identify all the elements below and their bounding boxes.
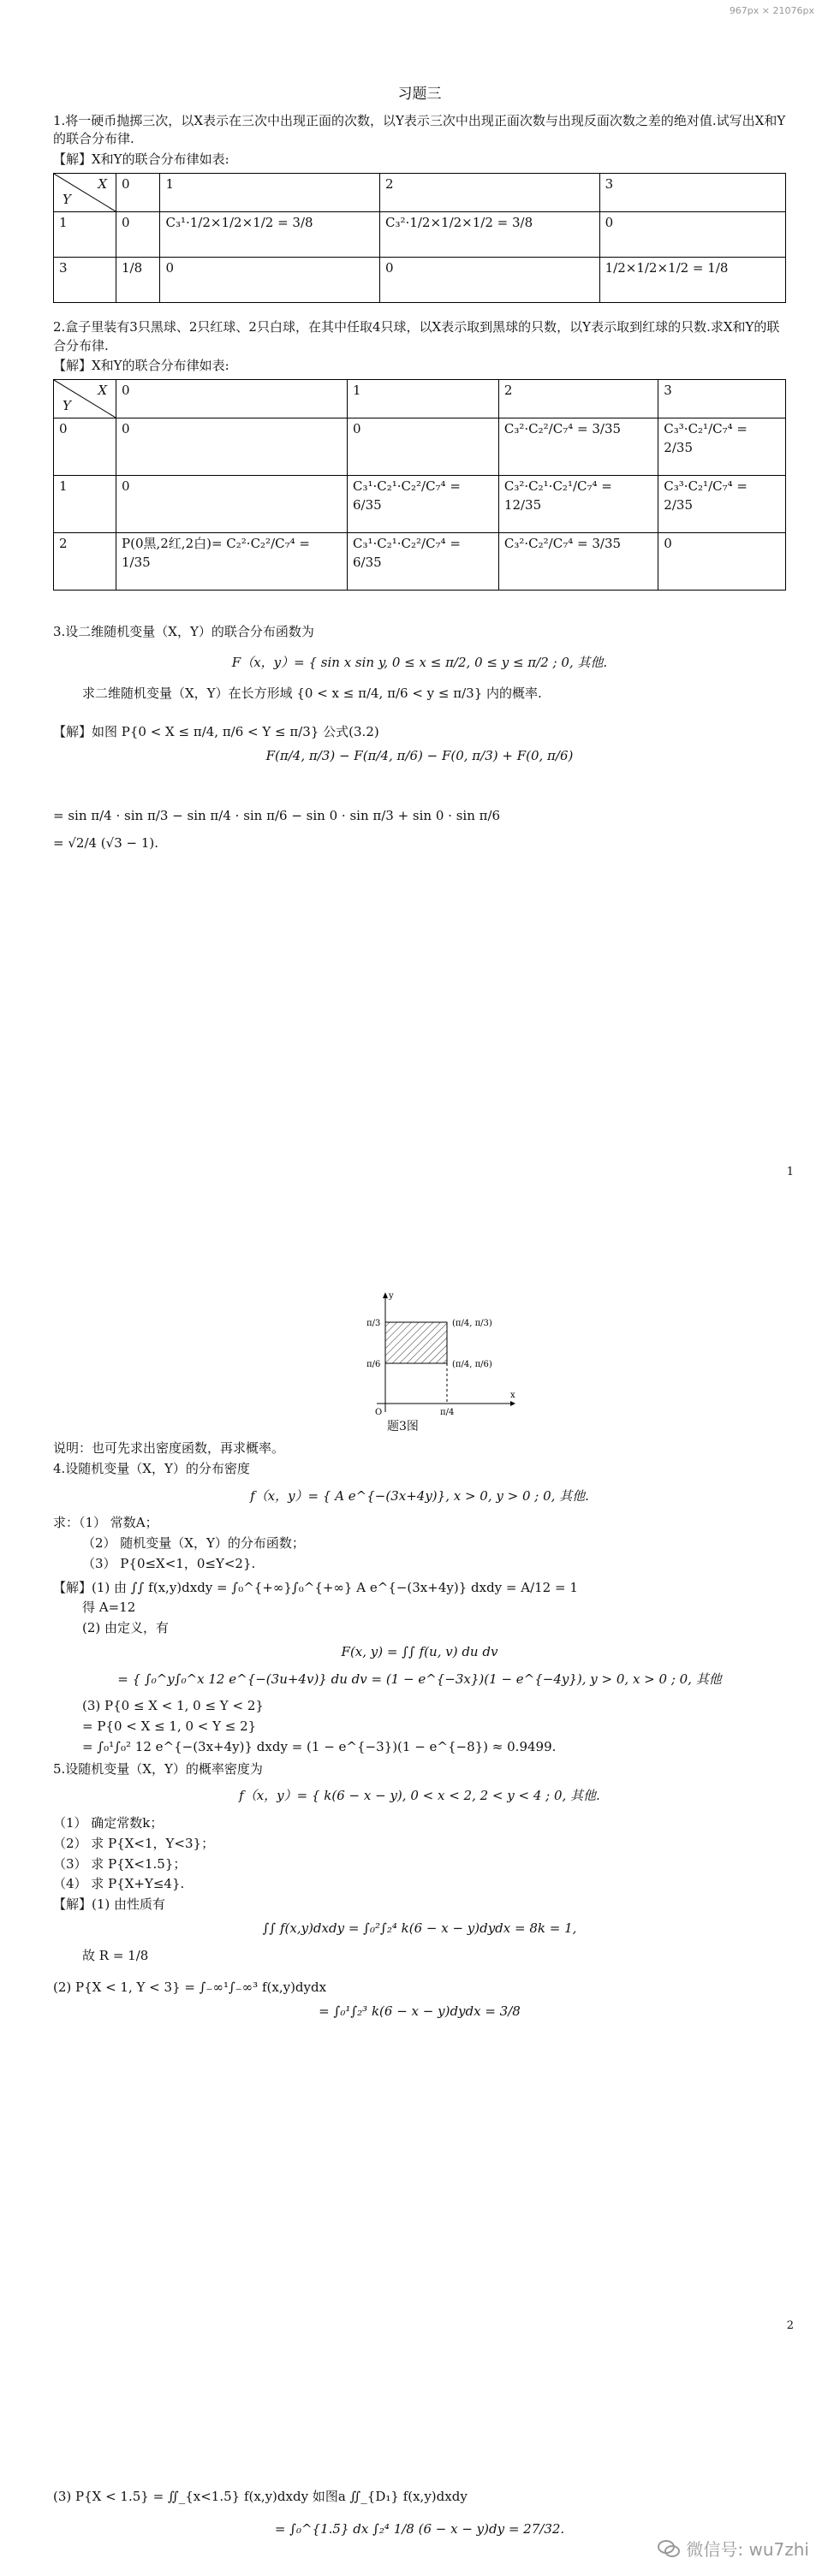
tick-label: π/4 [440,1408,455,1416]
q4-solution-line: 【解】(1) 由 ∫∫ f(x,y)dxdy = ∫₀^{+∞}∫₀^{+∞} A e^{−(3x+4y)} dxdy = A/12 = 1 [53,1579,578,1595]
q2-table [53,379,786,591]
header-y-label: Y [63,192,71,208]
q3-solution-line: = sin π/4 · sin π/3 − sin π/4 · sin π/6 − sin 0 · sin π/3 + sin 0 · sin π/6 [53,807,501,823]
table-cell: 0 [599,211,785,257]
table-cell: C₃³·C₂¹/C₇⁴ = 2/35 [658,476,786,533]
table-header-row [54,173,786,211]
table-cell: 0 [160,257,380,302]
table-cell: 1/8 [116,257,160,302]
q4-ask: （2） 随机变量（X，Y）的分布函数； [82,1535,305,1551]
page-title: 习题三 [397,86,442,103]
table-cell: P(0黑,2红,2白)= C₂²·C₂²/C₇⁴ = 1/35 [116,533,348,591]
q4-solution-line: 得 A=12 [82,1600,136,1616]
q4-section [53,1438,786,2027]
x-arrow-icon [510,1401,515,1406]
table-row [54,211,786,257]
q3-ask: 求二维随机变量（X，Y）在长方形域 {0 < x ≤ π/4, π/6 < y ≤ π/3} 内的概率. [82,685,542,701]
table-cell: C₃¹·1/2×1/2×1/2 = 3/8 [160,211,380,257]
table-header-cell: 3 [658,380,786,418]
q5-solution-line: = ∫₀^{1.5} dx ∫₂⁴ 1/8 (6 − x − y)dy = 27/32. [274,2520,565,2537]
q3-solution-line: F(π/4, π/3) − F(π/4, π/6) − F(0, π/3) + F(0, π/6) [265,748,574,764]
table-cell: C₃²·C₂²/C₇⁴ = 3/35 [498,533,658,591]
wechat-watermark [657,2536,809,2561]
table-cell: 1 [54,476,116,533]
q2-answer: 【解】X和Y的联合分布律如表: [53,358,229,374]
table-header-cell: 1 [347,380,498,418]
q5-formula: f（x，y）= { k(6 − x − y), 0 < x < 2, 2 < y < 4 ; 0, 其他. [239,1788,600,1804]
wechat-icon [657,2537,681,2561]
q3-text: 3.设二维随机变量（X，Y）的联合分布函数为 [53,624,314,640]
table-row [54,533,786,591]
q4-text: 4.设随机变量（X，Y）的分布密度 [53,1460,250,1476]
q5-solution-line: (3) P{X < 1.5} = ∬_{x<1.5} f(x,y)dxdy 如图a ∬_{D₁} f(x,y)dxdy [53,2489,468,2504]
table-cell: 1/2×1/2×1/2 = 1/8 [599,257,785,302]
q1-table [53,173,786,303]
table-header-cell: 0 [116,173,160,211]
q4-formula: f（x，y）= { A e^{−(3x+4y)}, x > 0, y > 0 ; 0, 其他. [250,1487,589,1504]
table-cell: 2 [54,533,116,591]
table-cell: 0 [380,257,600,302]
table-cell: C₃³·C₂¹/C₇⁴ = 2/35 [658,418,786,476]
q4-solution-line: F(x, y) = ∫∫ f(u, v) du dv [341,1643,498,1659]
table-cell: C₃²·C₂²/C₇⁴ = 3/35 [498,418,658,476]
diagonal-header-cell [54,173,116,211]
table-header-cell: 0 [116,380,348,418]
tick-label: π/3 [366,1319,381,1328]
q3-figure [351,1288,522,1416]
table-cell: C₃¹·C₂¹·C₂²/C₇⁴ = 6/35 [347,533,498,591]
table-header-row [54,380,786,418]
table-header-cell: 2 [498,380,658,418]
q5-ask: （4） 求 P{X+Y≤4}. [53,1876,185,1892]
q3-formula: F（x，y）= { sin x sin y, 0 ≤ x ≤ π/2, 0 ≤ y ≤ π/2 ; 0, 其他. [231,654,608,670]
document-body [53,34,786,854]
watermark-text: 微信号: wu7zhi [686,2539,809,2560]
table-cell: C₃²·C₂¹·C₂¹/C₇⁴ = 12/35 [498,476,658,533]
table-cell: 0 [54,418,116,476]
table-header-cell: 2 [380,173,600,211]
diagonal-header-cell [54,380,116,418]
hatched-region [385,1322,447,1363]
q5-solution-line: 【解】(1) 由性质有 [53,1896,166,1912]
q4-note: 说明：也可先求出密度函数，再求概率。 [53,1440,285,1456]
page-number: 2 [786,2319,794,2332]
q4-solution-line: = ∫₀¹∫₀² 12 e^{−(3x+4y)} dxdy = (1 − e^{−3})(1 − e^{−8}) ≈ 0.9499. [82,1738,557,1754]
q1-answer: 【解】X和Y的联合分布律如表: [53,151,229,168]
table-cell: 3 [54,257,116,302]
q1-text: 1.将一硬币抛掷三次，以X表示在三次中出现正面的次数，以Y表示三次中出现正面次数与出现反面次数之差的绝对值.试写出X和Y的联合分布律. [53,112,786,147]
table-cell: C₃²·1/2×1/2×1/2 = 3/8 [380,211,600,257]
point-label: (π/4, π/6) [452,1360,492,1369]
q5-ask: （2） 求 P{X<1，Y<3}； [53,1835,215,1851]
table-cell: 1 [54,211,116,257]
axis-label: x [510,1391,515,1400]
table-cell: 0 [347,418,498,476]
table-cell: 0 [116,476,348,533]
q4-solution-line: (2) 由定义，有 [82,1620,170,1635]
q5-ask: （3） 求 P{X<1.5}； [53,1855,187,1872]
q5-solution-line: = ∫₀¹∫₂³ k(6 − x − y)dydx = 3/8 [319,2003,521,2019]
table-row [54,418,786,476]
page-number: 1 [786,1166,794,1178]
q3-solution-line: 【解】如图 P{0 < X ≤ π/4, π/6 < Y ≤ π/3} 公式(3.2) [53,724,379,740]
table-cell: 0 [116,211,160,257]
table-header-cell: 3 [599,173,785,211]
table-cell: 0 [116,418,348,476]
q5-solution-line: ∫∫ f(x,y)dxdy = ∫₀²∫₂⁴ k(6 − x − y)dydx = 8k = 1, [262,1920,577,1936]
q5-text: 5.设随机变量（X，Y）的概率密度为 [53,1760,263,1777]
header-y-label: Y [63,398,71,414]
q2-text: 2.盒子里装有3只黑球、2只红球、2只白球，在其中任取4只球，以X表示取到黑球的只数，以Y表示取到红球的只数.求X和Y的联合分布律. [53,318,780,353]
q5-ask: （1） 确定常数k； [53,1815,164,1831]
table-header-cell: 1 [160,173,380,211]
q5-solution-line: (2) P{X < 1, Y < 3} = ∫₋∞¹∫₋∞³ f(x,y)dydx [53,1979,327,1996]
axis-label: y [389,1291,394,1301]
point-label: (π/4, π/3) [452,1319,492,1328]
tick-label: π/6 [366,1360,381,1369]
q5-solution-line: 故 R = 1/8 [82,1947,149,1963]
header-x-label: X [98,175,107,192]
table-row [54,476,786,533]
q4-solution-line: = P{0 < X ≤ 1, 0 < Y ≤ 2} [82,1718,257,1734]
figure-caption: 题3图 [387,1420,419,1433]
table-cell: C₃¹·C₂¹·C₂²/C₇⁴ = 6/35 [347,476,498,533]
q4-solution-line: (3) P{0 ≤ X < 1, 0 ≤ Y < 2} [82,1698,264,1714]
q4-ask: （3） P{0≤X<1，0≤Y<2}. [82,1555,256,1571]
q3-solution-line: = √2/4 (√3 − 1). [53,834,159,851]
page-size-label: 967px × 21076px [729,5,814,16]
header-x-label: X [98,383,107,399]
table-cell: 0 [658,533,786,591]
q4-solution-line: = { ∫₀^y∫₀^x 12 e^{−(3u+4v)} du dv = (1 − e^{−3x})(1 − e^{−4y}), y > 0, x > 0 ; 0, 其他 [117,1671,722,1687]
table-row [54,257,786,302]
y-arrow-icon [383,1292,388,1298]
origin-label: O [375,1408,383,1416]
q4-ask: 求：（1） 常数A； [53,1515,158,1531]
